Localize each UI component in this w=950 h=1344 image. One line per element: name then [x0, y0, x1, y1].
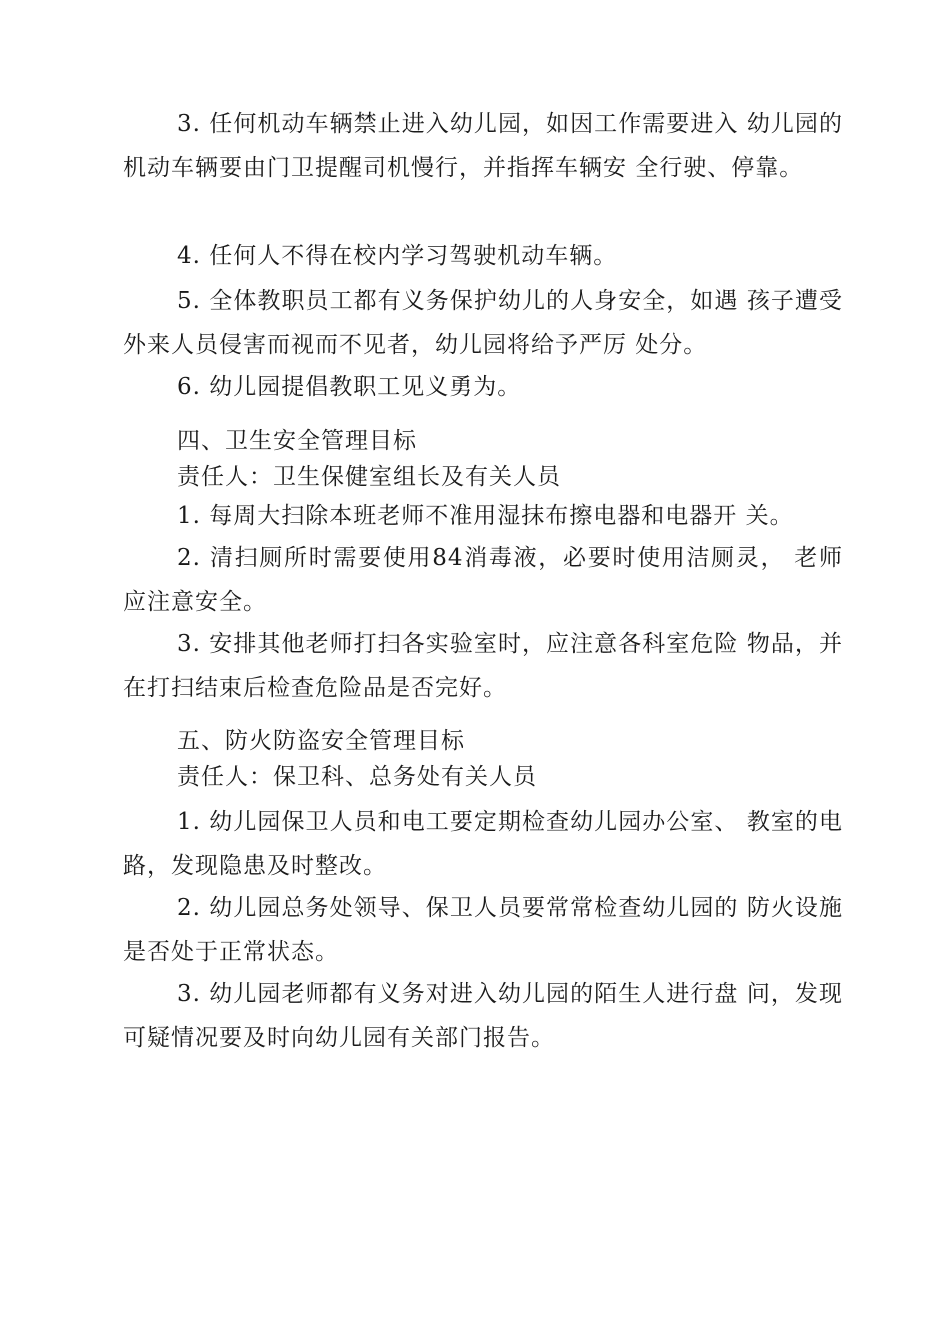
section-responsible-hygiene: 责任人：卫生保健室组长及有关人员	[177, 464, 561, 490]
traffic-rule-4: 4. 任何人不得在校内学习驾驶机动车辆。	[177, 243, 618, 269]
traffic-rule-3: 3. 任何机动车辆禁止进入幼儿园，如因工作需要进入 幼儿园的机动车辆要由门卫提醒司机慢行，并指挥车辆安 全行驶、停靠。	[123, 111, 843, 181]
fire-rule-2: 2. 幼儿园总务处领导、保卫人员要常常检查幼儿园的 防火设施是否处于正常状态。	[123, 895, 843, 965]
section-heading-hygiene: 四、卫生安全管理目标	[177, 428, 417, 454]
hygiene-rule-3: 3. 安排其他老师打扫各实验室时，应注意各科室危险 物品，并在打扫结束后检查危险品是否完好。	[123, 631, 843, 701]
hygiene-rule-2: 2. 清扫厕所时需要使用84消毒液，必要时使用洁厕灵， 老师应注意安全。	[123, 545, 843, 615]
fire-rule-3: 3. 幼儿园老师都有义务对进入幼儿园的陌生人进行盘 问，发现可疑情况要及时向幼儿园有关部门报告。	[123, 981, 843, 1051]
fire-rule-1: 1. 幼儿园保卫人员和电工要定期检查幼儿园办公室、 教室的电路，发现隐患及时整改。	[123, 809, 843, 879]
section-responsible-fire: 责任人：保卫科、总务处有关人员	[177, 764, 537, 790]
hygiene-rule-1: 1. 每周大扫除本班老师不准用湿抹布擦电器和电器开 关。	[177, 503, 794, 529]
section-heading-fire: 五、防火防盗安全管理目标	[177, 728, 465, 754]
traffic-rule-5: 5. 全体教职员工都有义务保护幼儿的人身安全，如遇 孩子遭受外来人员侵害而视而不见者，幼儿园将给予严厉 处分。	[123, 288, 843, 358]
traffic-rule-6: 6. 幼儿园提倡教职工见义勇为。	[177, 374, 522, 400]
